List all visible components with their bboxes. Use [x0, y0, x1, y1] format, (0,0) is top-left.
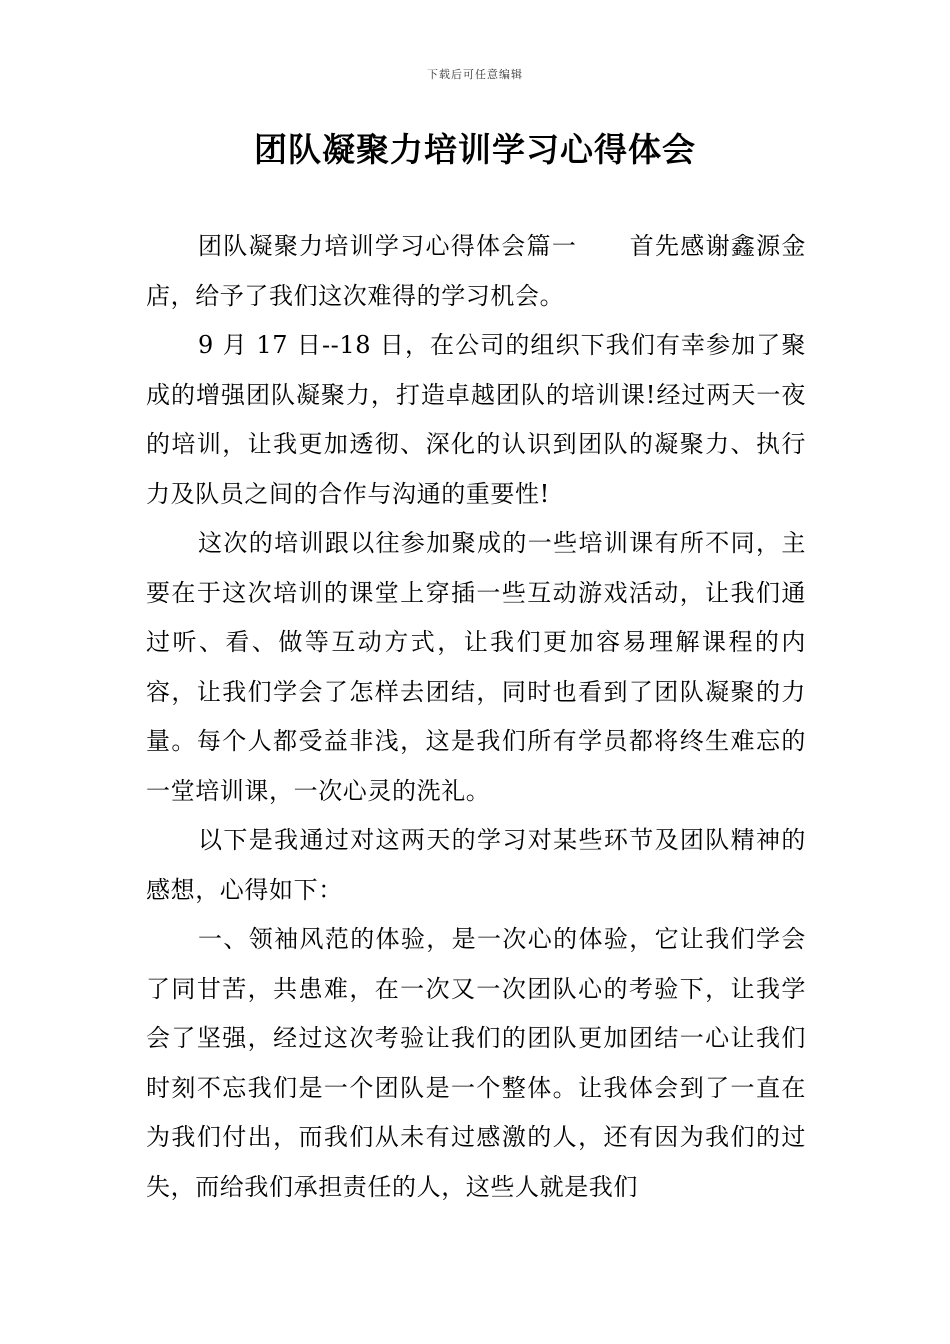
paragraph-text: 首先感谢鑫源金店，给予了我们这次难得的学习机会。 — [146, 232, 807, 310]
section-heading: 团队凝聚力培训学习心得体会篇一 — [198, 232, 578, 260]
document-body — [146, 222, 806, 1212]
header-note: 下载后可任意编辑 — [427, 68, 523, 81]
paragraph — [146, 222, 806, 321]
paragraph: 以下是我通过对这两天的学习对某些环节及团队精神的感想，心得如下： — [146, 826, 806, 904]
paragraph: 9 月 17 日--18 日，在公司的组织下我们有幸参加了聚成的增强团队凝聚力，打造卓越团队的培训课!经过两天一夜的培训，让我更加透彻、深化的认识到团队的凝聚力、执行力及队员之间的合作与沟通的重要性! — [146, 331, 806, 508]
document-title: 团队凝聚力培训学习心得体会 — [254, 130, 696, 169]
paragraph: 一、领袖风范的体验，是一次心的体验，它让我们学会了同甘苦，共患难，在一次又一次团队心的考验下，让我学会了坚强，经过这次考验让我们的团队更加团结一心让我们时刻不忘我们是一个团队是一个整体。让我体会到了一直在为我们付出，而我们从未有过感激的人，还有因为我们的过失，而给我们承担责任的人，这些人就是我们 — [146, 925, 806, 1201]
paragraph: 这次的培训跟以往参加聚成的一些培训课有所不同，主要在于这次培训的课堂上穿插一些互动游戏活动，让我们通过听、看、做等互动方式，让我们更加容易理解课程的内容，让我们学会了怎样去团结，同时也看到了团队凝聚的力量。每个人都受益非浅，这是我们所有学员都将终生难忘的一堂培训课，一次心灵的洗礼。 — [146, 529, 806, 805]
